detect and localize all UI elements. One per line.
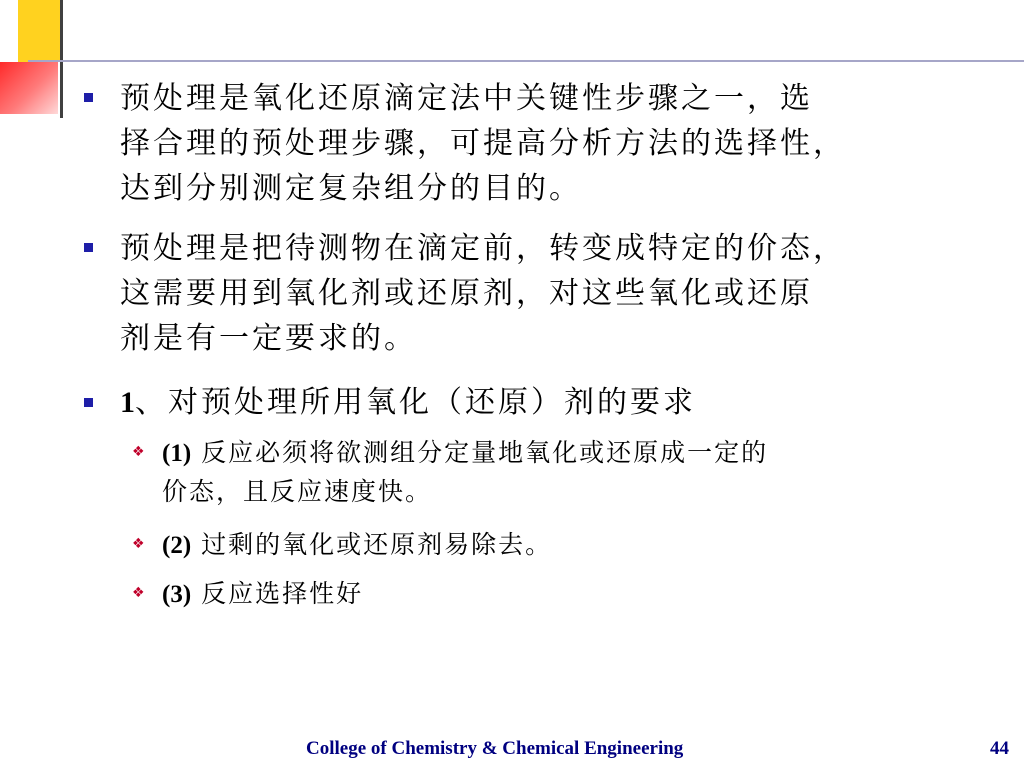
sub-bullet-3-number: (3) <box>162 581 192 608</box>
sub-bullet-3-text: 反应选择性好 <box>191 579 364 608</box>
bullet-2-line-2: 这需要用到氧化剂或还原剂，对这些氧化或还原 <box>120 276 813 311</box>
square-bullet-icon <box>84 93 93 102</box>
sub-bullet-2 <box>162 525 552 565</box>
sub-bullet-1-line-1 <box>162 433 768 473</box>
bullet-1-line-3: 达到分别测定复杂组分的目的。 <box>120 171 582 206</box>
diamond-bullet-icon: ❖ <box>132 444 145 460</box>
bullet-3-text: 、对预处理所用氧化（还原）剂的要求 <box>135 385 696 420</box>
bullet-2-line-3: 剂是有一定要求的。 <box>120 321 417 356</box>
page-number: 44 <box>990 738 1009 759</box>
sub-bullet-1-line-2: 价态，且反应速度快。 <box>162 477 433 506</box>
sub-bullet-2-text: 过剩的氧化或还原剂易除去。 <box>191 530 553 559</box>
square-bullet-icon <box>84 243 93 252</box>
sub-bullet-2-number: (2) <box>162 532 192 559</box>
sub-bullet-3 <box>162 574 363 614</box>
diamond-bullet-icon: ❖ <box>132 585 145 601</box>
bullet-3-heading <box>120 380 696 425</box>
bullet-1-line-2: 择合理的预处理步骤，可提高分析方法的选择性， <box>120 126 846 161</box>
bullet-3-number: 1 <box>120 386 135 419</box>
diamond-bullet-icon: ❖ <box>132 536 145 552</box>
square-bullet-icon <box>84 398 93 407</box>
footer-college-name: College of Chemistry & Chemical Engineering <box>306 738 684 759</box>
sub-bullet-1-number: (1) <box>162 440 192 467</box>
bullet-2-line-1: 预处理是把待测物在滴定前，转变成特定的价态， <box>120 231 846 266</box>
sub-bullet-1-text: 反应必须将欲测组分定量地氧化或还原成一定的 <box>191 438 769 467</box>
bullet-1-line-1: 预处理是氧化还原滴定法中关键性步骤之一，选 <box>120 81 813 116</box>
